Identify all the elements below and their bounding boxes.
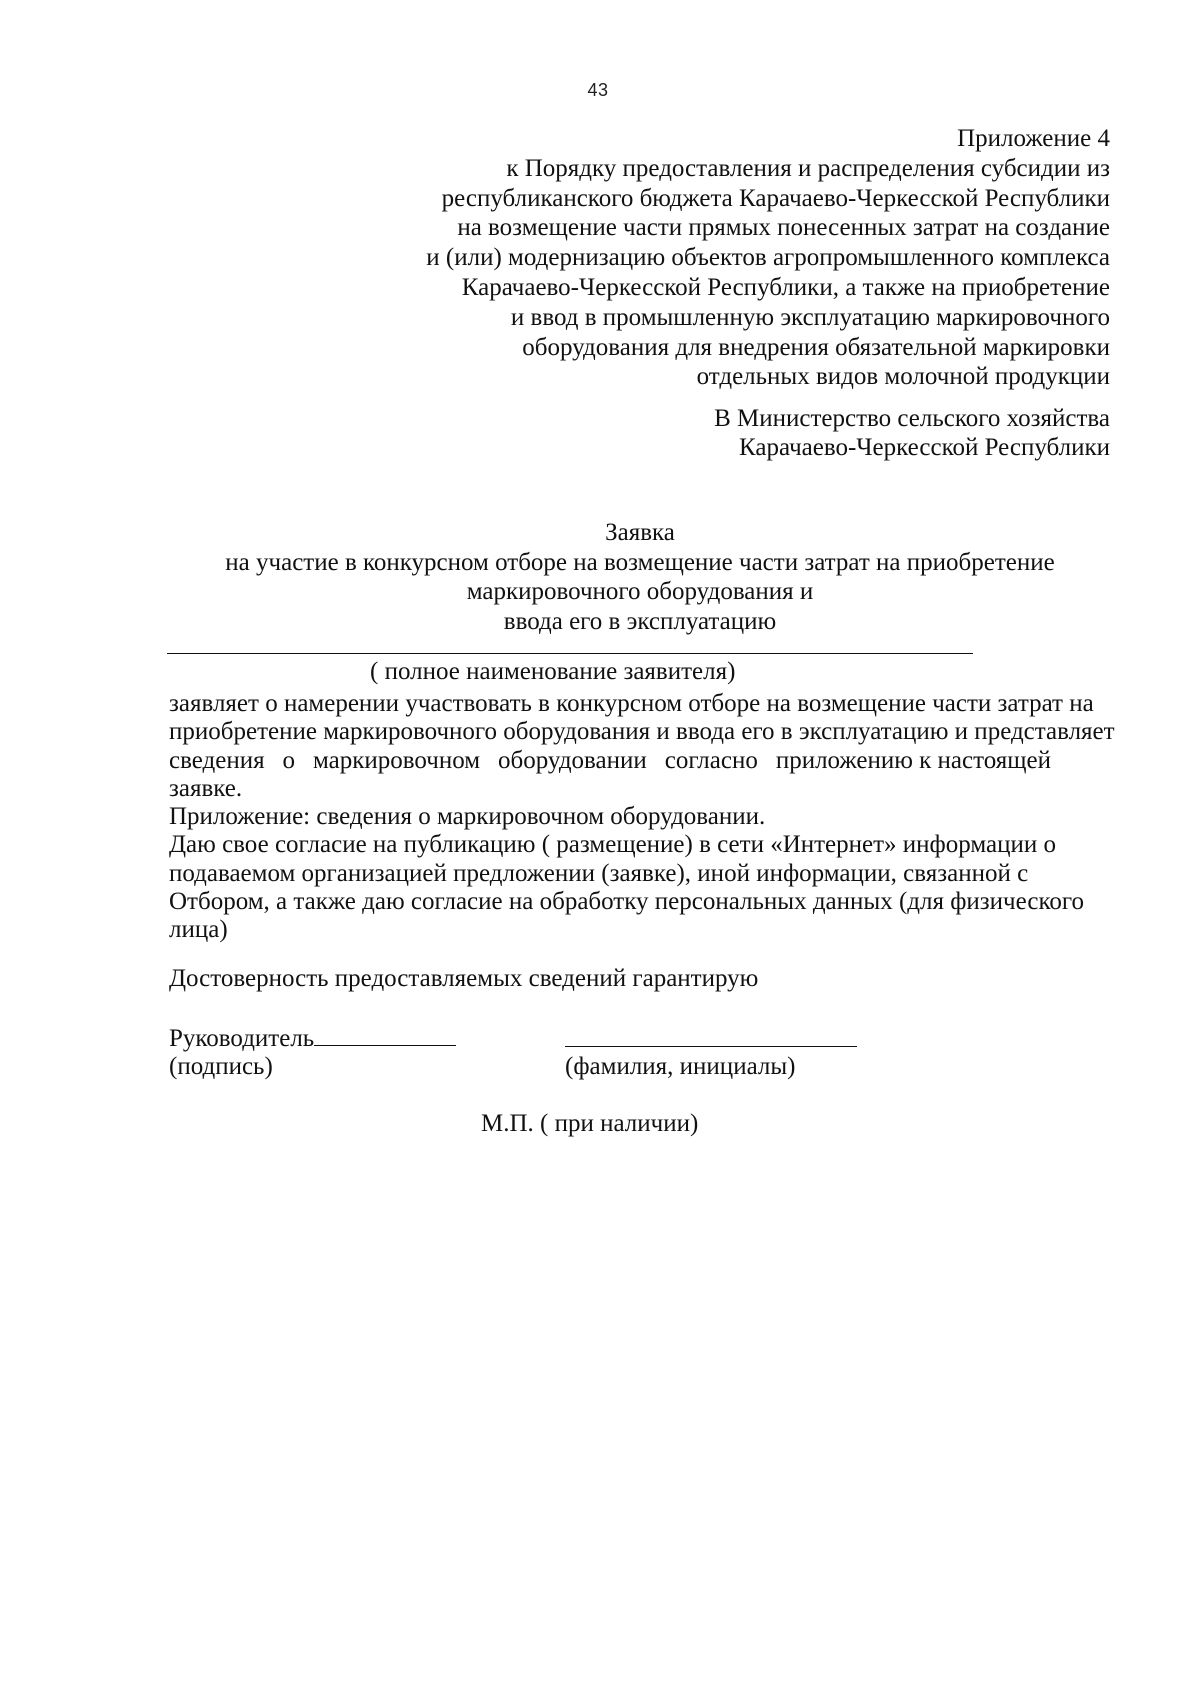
body-word: согласно [664, 746, 758, 774]
applicant-name-field-line [167, 653, 973, 654]
body-word: приложению к настоящей [775, 746, 1051, 774]
addressee-block [510, 404, 1110, 462]
body-word: сведения [169, 746, 265, 774]
body-line: заявке. [169, 774, 243, 802]
appendix-line: к Порядку предоставления и распределения субсидии из [506, 154, 1110, 182]
title-line: ввода его в эксплуатацию [503, 607, 777, 635]
appendix-line: Карачаево-Черкесской Республики, а также на приобретение [461, 273, 1110, 301]
head-signature-row [169, 1025, 456, 1053]
guarantee-statement: Достоверность предоставляемых сведений гарантирую [169, 965, 759, 992]
appendix-line: оборудования для внедрения обязательной маркировки [522, 333, 1110, 361]
consent-line: лица) [169, 916, 228, 944]
application-title [160, 518, 1120, 636]
page-number: 43 [587, 80, 609, 100]
appendix-line: на возмещение части прямых понесенных затрат на создание [457, 214, 1110, 242]
application-body [169, 690, 1115, 945]
consent-line: Отбором, а также даю согласие на обработку персональных данных (для физического [169, 888, 1084, 916]
body-word: маркировочном [313, 746, 481, 774]
appendix-line: Приложение 4 [957, 125, 1110, 152]
appendix-line: отдельных видов молочной продукции [696, 363, 1110, 391]
head-label: Руководитель [169, 1025, 315, 1052]
title-heading: Заявка [605, 519, 675, 546]
signature-field-line [314, 1044, 456, 1046]
addressee-line: В Министерство сельского хозяйства [714, 405, 1110, 432]
signature-caption: (подпись) [169, 1053, 273, 1080]
addressee-line: Карачаево-Черкесской Республики [739, 434, 1110, 461]
attachment-note: Приложение: сведения о маркировочном оборудовании. [169, 803, 766, 831]
stamp-note: М.П. ( при наличии) [481, 1110, 699, 1137]
title-line: на участие в конкурсном отборе на возмещение части затрат на приобретение [225, 548, 1055, 576]
appendix-line: и (или) модернизацию объектов агропромышленного комплекса [426, 244, 1110, 272]
appendix-header [350, 124, 1110, 392]
body-line [169, 747, 1051, 775]
appendix-line: и ввод в промышленную эксплуатацию маркировочного [510, 303, 1110, 331]
name-caption: (фамилия, инициалы) [565, 1053, 796, 1080]
body-word: оборудовании [498, 746, 647, 774]
appendix-line: республиканского бюджета Карачаево-Черкесской Республики [441, 184, 1110, 212]
body-line: приобретение маркировочного оборудования и ввода его в эксплуатацию и представляет [169, 718, 1115, 746]
applicant-name-caption: ( полное наименование заявителя) [370, 658, 736, 685]
title-line: маркировочного оборудования и [466, 578, 814, 605]
body-line: заявляет о намерении участвовать в конкурсном отборе на возмещение части затрат на [169, 690, 1094, 717]
consent-line: Даю свое согласие на публикацию ( размещение) в сети «Интернет» информации о [169, 831, 1057, 859]
body-word: о [282, 746, 296, 774]
consent-line: подаваемом организацией предложении (заявке), иной информации, связанной с [169, 859, 1029, 887]
name-field-line [565, 1046, 857, 1047]
